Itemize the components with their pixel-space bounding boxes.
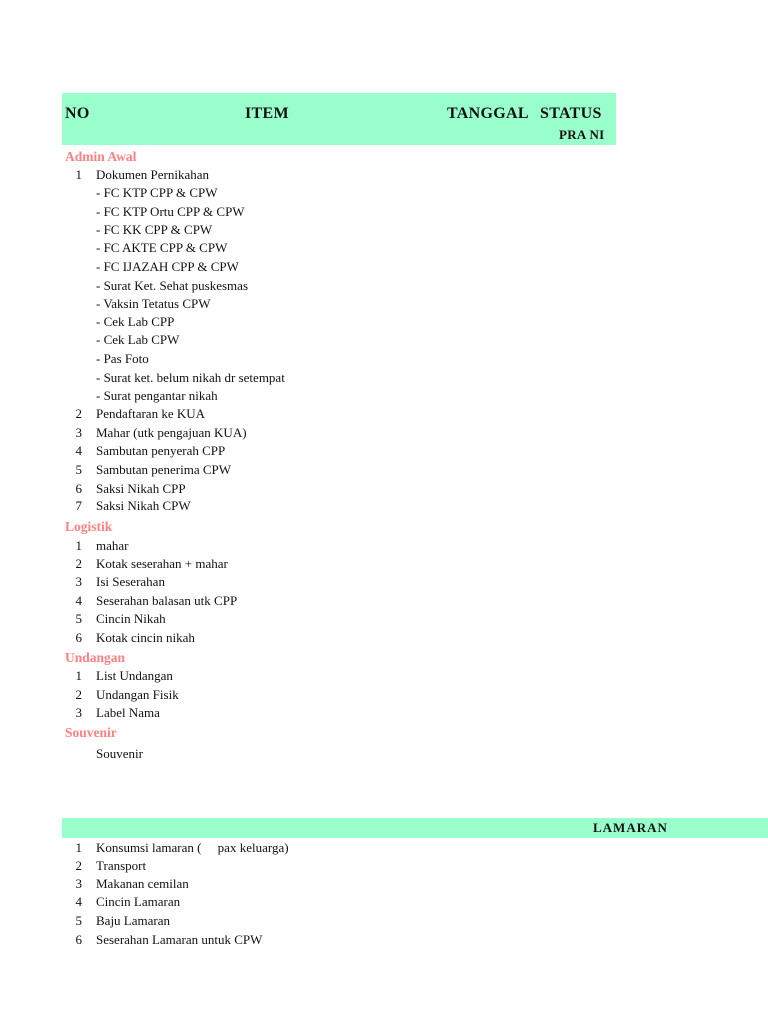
row-item: Saksi Nikah CPW xyxy=(96,498,191,513)
row-item: - Vaksin Tetatus CPW xyxy=(96,296,211,311)
row-item: Souvenir xyxy=(96,746,143,761)
row-number: 1 xyxy=(75,538,82,553)
header-no: NO xyxy=(65,105,90,122)
row-item: Mahar (utk pengajuan KUA) xyxy=(96,425,247,440)
section-header-lamaran xyxy=(62,818,768,838)
row-item: Kotak seserahan + mahar xyxy=(96,556,228,571)
category-souvenir: Souvenir xyxy=(65,725,117,740)
row-number: 2 xyxy=(75,556,82,571)
row-item: Kotak cincin nikah xyxy=(96,630,195,645)
row-item: List Undangan xyxy=(96,668,173,683)
row-item: - FC KTP Ortu CPP & CPW xyxy=(96,204,245,219)
row-item: Label Nama xyxy=(96,705,160,720)
row-number: 1 xyxy=(75,167,82,182)
row-item: Sambutan penerima CPW xyxy=(96,462,232,477)
row-number: 4 xyxy=(75,443,82,458)
row-item: Saksi Nikah CPP xyxy=(96,481,186,496)
row-number: 2 xyxy=(75,406,82,421)
row-number: 1 xyxy=(75,840,82,855)
row-number: 4 xyxy=(75,593,82,608)
row-number: 3 xyxy=(75,705,82,720)
row-item: - FC AKTE CPP & CPW xyxy=(96,240,228,255)
row-number: 4 xyxy=(75,894,82,909)
row-item: Isi Seserahan xyxy=(96,574,165,589)
row-item: Pendaftaran ke KUA xyxy=(96,406,206,421)
row-number: 3 xyxy=(75,574,82,589)
header-status: STATUS xyxy=(540,105,602,122)
row-number: 6 xyxy=(75,932,82,947)
row-item: Baju Lamaran xyxy=(96,913,170,928)
row-number: 6 xyxy=(75,630,82,645)
row-item: - Cek Lab CPP xyxy=(96,314,175,329)
header-section-pra-nikah: PRA NI xyxy=(559,127,605,142)
category-admin-awal: Admin Awal xyxy=(65,149,137,164)
row-number: 5 xyxy=(75,611,82,626)
row-item: Seserahan balasan utk CPP xyxy=(96,593,238,608)
row-number: 2 xyxy=(75,858,82,873)
row-item: - FC IJAZAH CPP & CPW xyxy=(96,259,239,274)
row-item: Dokumen Pernikahan xyxy=(96,167,210,182)
row-item: Konsumsi lamaran ( pax keluarga) xyxy=(96,840,289,855)
row-item: Sambutan penyerah CPP xyxy=(96,443,226,458)
row-item: - Surat pengantar nikah xyxy=(96,388,218,403)
row-number: 5 xyxy=(75,462,82,477)
row-number: 6 xyxy=(75,481,82,496)
row-item: - Surat Ket. Sehat puskesmas xyxy=(96,278,249,293)
row-item: - FC KK CPP & CPW xyxy=(96,222,213,237)
row-item: mahar xyxy=(96,538,129,553)
row-item: Makanan cemilan xyxy=(96,876,189,891)
row-item: Transport xyxy=(96,858,147,873)
row-item: - Cek Lab CPW xyxy=(96,332,180,347)
row-number: 1 xyxy=(75,668,82,683)
row-number: 2 xyxy=(75,687,82,702)
header-item: ITEM xyxy=(245,105,289,122)
row-item: - Pas Foto xyxy=(96,351,149,366)
row-number: 3 xyxy=(75,425,82,440)
category-logistik: Logistik xyxy=(65,519,113,534)
row-item: Undangan Fisik xyxy=(96,687,179,702)
row-number: 7 xyxy=(75,498,82,513)
header-tanggal: TANGGAL xyxy=(447,105,529,122)
row-item: Cincin Nikah xyxy=(96,611,166,626)
row-item: - Surat ket. belum nikah dr setempat xyxy=(96,370,285,385)
row-item: Seserahan Lamaran untuk CPW xyxy=(96,932,263,947)
table-header xyxy=(62,93,616,145)
row-number: 3 xyxy=(75,876,82,891)
category-undangan: Undangan xyxy=(65,650,126,665)
row-item: Cincin Lamaran xyxy=(96,894,181,909)
row-item: - FC KTP CPP & CPW xyxy=(96,185,218,200)
section-title-lamaran: LAMARAN xyxy=(593,820,668,835)
row-number: 5 xyxy=(75,913,82,928)
